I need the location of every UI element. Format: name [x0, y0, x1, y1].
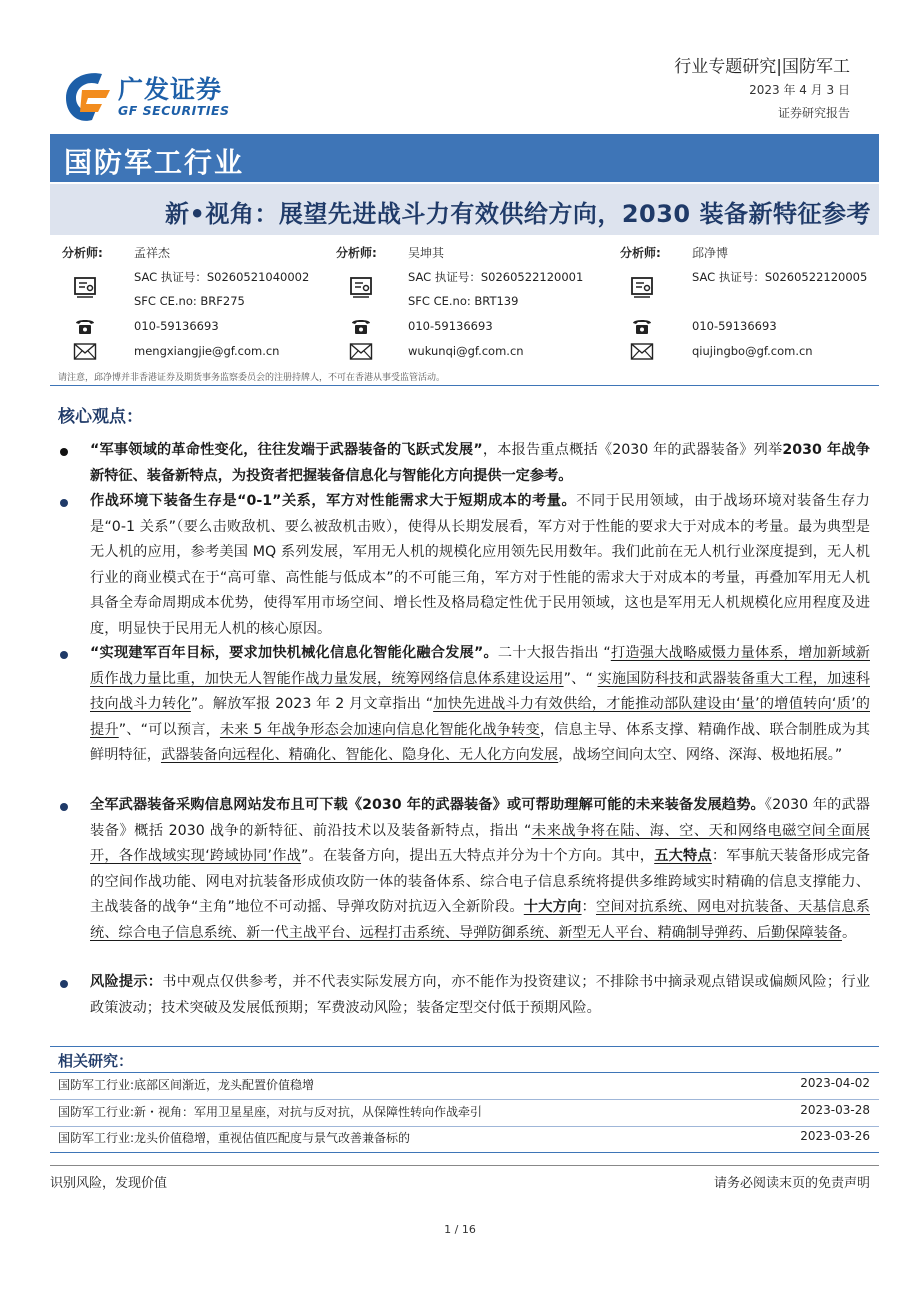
divider [50, 1072, 879, 1073]
divider [50, 1126, 879, 1127]
p3-lead: “实现建军百年目标，要求加快机械化信息化智能化融合发展”。 [90, 645, 498, 661]
p3-text: ”。解放军报 2023 年 2 月文章指出 “ [190, 696, 434, 713]
p1-lead: “军事领域的革命性变化，往往发端于武器装备的飞跃式发展” [90, 442, 483, 458]
analyst-name: 孟祥杰 [134, 246, 171, 260]
regulatory-note: 请注意，邱净博并非香港证券及期货事务监察委员会的注册持牌人，不可在香港从事受监管活动。 [58, 373, 446, 383]
analyst-phone: 010-59136693 [134, 319, 219, 333]
analyst-sac: SAC 执证号：S0260522120001 [408, 270, 584, 284]
bullet [60, 651, 68, 659]
related-item-title[interactable]: 国防军工行业:龙头价值稳增，重视估值匹配度与景气改善兼备标的 [58, 1131, 411, 1145]
core-point-2 [90, 489, 870, 643]
analyst-phone: 010-59136693 [408, 319, 493, 333]
risk-text: 书中观点仅供参考，并不代表实际发展方向，亦不能作为投资建议；不排除书中摘录观点错误或偏颇风险；行业政策波动；技术突破及发展低预期；军费波动风险；装备定型交付低于预期风险。 [90, 974, 870, 1016]
p2-lead: 作战环境下装备生存是“0-1”关系，军方对性能需求大于短期成本的考量。 [90, 493, 577, 509]
bullet [60, 980, 68, 988]
core-point-3 [90, 641, 870, 769]
related-item-date: 2023-03-26 [800, 1129, 870, 1143]
analyst-email[interactable]: wukunqi@gf.com.cn [408, 344, 524, 358]
p4-text: 。 [841, 924, 857, 941]
core-point-4 [90, 793, 870, 947]
p3-text: 二十大报告指出 “ [497, 645, 611, 661]
divider [50, 1046, 879, 1047]
risk-warning [90, 970, 870, 1021]
industry-title: 国防军工行业 [64, 146, 245, 179]
bullet [60, 499, 68, 507]
analyst-email[interactable]: mengxiangjie@gf.com.cn [134, 344, 280, 358]
analyst-sfc: SFC CE.no: BRF275 [134, 294, 245, 308]
certificate-icon [630, 275, 654, 299]
p3-quote: 未来 5 年战争形态会加速向信息化智能化战争转变 [219, 721, 540, 738]
p3-text: ”、“可以预言， [118, 721, 220, 738]
p1-tail: 2030 年战争新特征、装备新特点，为投资者把握装备信息化与智能化方向提供一定参考。 [90, 442, 870, 484]
email-icon [630, 340, 654, 364]
p3-text: ，信息主导、体系支撑、精确作战、联合制胜成为其鲜明特征， [90, 721, 870, 764]
p3-quote: 武器装备向远程化、精确化、智能化、隐身化、无人化方向发展 [160, 747, 559, 764]
bullet [60, 448, 68, 456]
footer-divider [50, 1165, 879, 1166]
logo-mark-icon [58, 68, 114, 124]
footer-slogan: 识别风险，发现价值 [50, 1176, 168, 1191]
divider [50, 1099, 879, 1100]
divider [50, 1152, 879, 1153]
footer-disclaimer: 请务必阅读末页的免责声明 [713, 1176, 870, 1191]
core-point-1 [90, 438, 870, 489]
analyst-label: 分析师: [336, 246, 377, 260]
related-item[interactable] [58, 1076, 870, 1096]
p4-text: 《2030 年的武器装备》概括 2030 战争的新特征、前沿技术以及装备新特点，指出 “ [90, 797, 870, 839]
related-item-date: 2023-04-02 [800, 1076, 870, 1090]
certificate-icon [349, 275, 373, 299]
p3-quote: 加快先进战斗力有效供给，才能推动部队建设由‘量’的增值转向‘质’的提升 [90, 696, 870, 738]
p4-quote: 空间对抗系统、网电对抗装备、天基信息系统、综合电子信息系统、新一代主战平台、远程打击系统、导弹防御系统、新型无人平台、精确制导弹药、后勤保障装备 [90, 899, 870, 941]
p4-lead: 全军武器装备采购信息网站发布且可下载《2030 年的武器装备》或可帮助理解可能的未来装备发展趋势。 [90, 797, 765, 813]
core-views-title: 核心观点： [58, 407, 143, 427]
p4-text: ”。在装备方向，提出五大特点并分为十个方向。其中， [301, 848, 655, 865]
p3-quote: 打造强大战略威慑力量体系，增加新域新质作战力量比重，加快无人智能作战力量发展，统筹网络信息体系建设运用 [90, 645, 870, 687]
related-item-title[interactable]: 国防军工行业:底部区间渐近，龙头配置价值稳增 [58, 1078, 315, 1092]
related-item[interactable] [58, 1129, 870, 1149]
p2-text: 不同于民用领域，由于战场环境对装备生存力是“0-1 关系”（要么击败敌机、要么被敌机击败），使得从长期发展看，军方对于性能的要求大于对成本的考量。最为典型是无人机的应用，参考美国 MQ 系列发展，军用无人机的规模化应用领先民用数年。我们此前在无人机行业深度提到，无人机行业的商业模式在于“高可靠、高性能与低成本”的不可能三角，军方对于性能的需求大于对成本的考量，再叠加军用无人机具备全寿命周期成本优势，使得军用市场空间、增长性及格局稳定性优于民用领域，这也是军用无人机规模化应用程度及进度，明显快于民用无人机的核心原因。 [90, 493, 870, 637]
p1-text: ，本报告重点概括《2030 年的武器装备》列举 [482, 442, 783, 458]
report-kind: 证券研究报告 [777, 106, 850, 120]
p4-quote: 未来战争将在陆、海、空、天和网络电磁空间全面展开，各作战域实现‘跨域协同’作战 [90, 822, 870, 865]
risk-label: 风险提示： [90, 974, 163, 990]
email-icon [73, 340, 97, 364]
p3-quote: 实施国防科技和武器装备重大工程，加速科技向战斗力转化 [90, 670, 870, 713]
phone-icon [630, 314, 654, 338]
p3-text: ，战场空间向太空、网络、深海、极地拓展。” [558, 747, 843, 764]
logo-english-name: GF SECURITIES [118, 103, 230, 118]
report-type: 行业专题研究|国防军工 [674, 57, 850, 77]
related-item[interactable] [58, 1103, 870, 1123]
p3-text: ”、“ [563, 670, 598, 687]
p4-ten-directions: 十大方向 [523, 899, 582, 916]
analyst-sac: SAC 执证号：S0260521040002 [134, 270, 310, 284]
analyst-email[interactable]: qiujingbo@gf.com.cn [692, 344, 813, 358]
analyst-sfc: SFC CE.no: BRT139 [408, 294, 519, 308]
logo-chinese-name: 广发证券 [118, 75, 223, 104]
phone-icon [73, 314, 97, 338]
report-title: 新•视角：展望先进战斗力有效供给方向，2030 装备新特征参考 [165, 200, 871, 228]
divider [50, 385, 879, 386]
page-number: 1 / 16 [444, 1223, 476, 1236]
p4-text: ：军事航天装备形成完备的空间作战功能、网电对抗装备形成侦攻防一体的装备体系、综合电子信息系统将提供多维跨域实时精确的信息支撑能力、主战装备的战争“主角”地位不可动摇、导弹攻防对抗迈入全新阶段。 [90, 848, 870, 916]
analyst-sac: SAC 执证号：S0260522120005 [692, 270, 868, 284]
analyst-phone: 010-59136693 [692, 319, 777, 333]
email-icon [349, 340, 373, 364]
related-item-date: 2023-03-28 [800, 1103, 870, 1117]
analyst-label: 分析师: [62, 246, 103, 260]
p4-text: ： [581, 899, 596, 916]
p4-five-features: 五大特点 [654, 848, 712, 865]
bullet [60, 803, 68, 811]
related-research-title: 相关研究： [58, 1052, 134, 1070]
report-date: 2023 年 4 月 3 日 [749, 83, 850, 97]
analyst-label: 分析师: [620, 246, 661, 260]
certificate-icon [73, 275, 97, 299]
analyst-name: 邱净博 [692, 246, 729, 260]
phone-icon [349, 314, 373, 338]
related-item-title[interactable]: 国防军工行业:新・视角：军用卫星星座，对抗与反对抗，从保障性转向作战牵引 [58, 1105, 483, 1119]
analyst-name: 吴坤其 [408, 246, 445, 260]
